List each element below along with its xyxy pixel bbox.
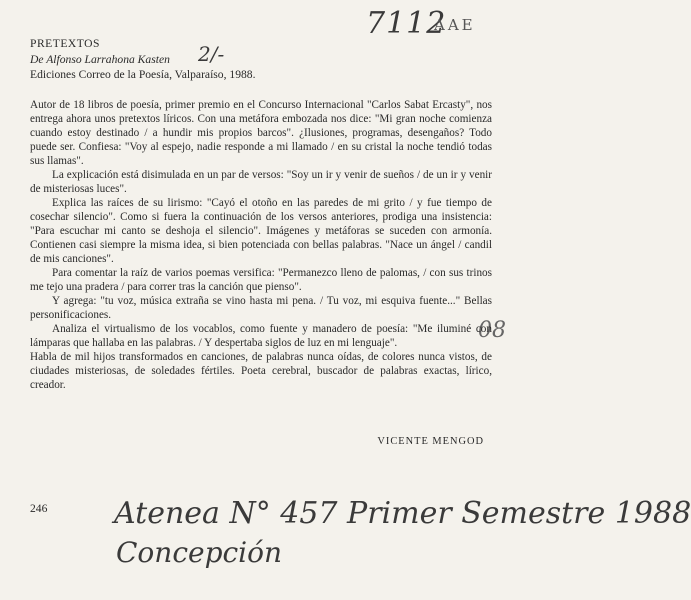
handwritten-number: 08 — [478, 318, 506, 343]
handwritten-mark: 2/- — [198, 42, 225, 66]
book-author: De Alfonso Larrahona Kasten — [30, 52, 170, 66]
book-publisher: Ediciones Correo de la Poesía, Valparaíso, 1988. — [30, 68, 256, 82]
paragraph: La explicación está disimulada en un par de versos: "Soy un ir y venir de sueños / de un ir y venir de misteriosas luces". — [30, 169, 492, 195]
paragraph: Autor de 18 libros de poesía, primer premio en el Concurso Internacional "Carlos Sabat Ercasty", nos entrega ahora unos pretextos líricos. Con una metáfora embozada nos dice: "Mi gran noche comienza cuando estoy destinado / a hundir mis propios barcos". ¿Ilusiones, programas, desengaños? Todo puede ser. Confiesa: "Voy al espejo, nadie responde a mi llamado / en su cristal la noche tendió todas sus llamas". — [30, 99, 492, 167]
paragraph: Para comentar la raíz de varios poemas versifica: "Permanezco lleno de palomas, / con sus trinos me tejo una pradera / para correr tras la canción que pienso". — [30, 267, 492, 293]
paragraph: Habla de mil hijos transformados en canciones, de palabras nunca oídas, de colores nunca vistos, de ciudades misteriosas, de soledades fértiles. Poeta cerebral, buscador de palabras exactas, lírico, creador. — [30, 351, 492, 391]
book-title: PRETEXTOS — [30, 37, 100, 50]
handwritten-catalog-code: 7112 — [366, 6, 447, 41]
page-number: 246 — [30, 502, 48, 515]
reviewer-signature: VICENTE MENGOD — [377, 436, 484, 447]
handwritten-abbreviation: AAE — [434, 16, 476, 34]
paragraph: Analiza el virtualismo de los vocablos, como fuente y manadero de poesía: "Me iluminé con lámparas que hallaba en las palabras. / Y despertaba siglos de luz en mi lenguaje". — [30, 323, 492, 349]
handwritten-source-note: Atenea N° 457 Primer Semestre 1988 — [114, 496, 691, 531]
review-body — [30, 98, 492, 392]
handwritten-source-city: Concepción — [116, 536, 283, 569]
review-header — [30, 36, 256, 83]
paragraph: Y agrega: "tu voz, música extraña se vino hasta mi pena. / Tu voz, mi esquiva fuente..." Bellas personificaciones. — [30, 295, 492, 321]
paragraph: Explica las raíces de su lirismo: "Cayó el otoño en las paredes de mi grito / y fue tiempo de cosechar silencio". Como si fuera la continuación de los versos anteriores, prodiga una insistencia: "Para escuchar mi canto se deshoja el silencio". Imágenes y metáforas se suceden con armonía. Contienen casi siempre la misma idea, si bien potenciada con bellas palabras. "Nace un ángel / candil de mis canciones". — [30, 197, 492, 265]
